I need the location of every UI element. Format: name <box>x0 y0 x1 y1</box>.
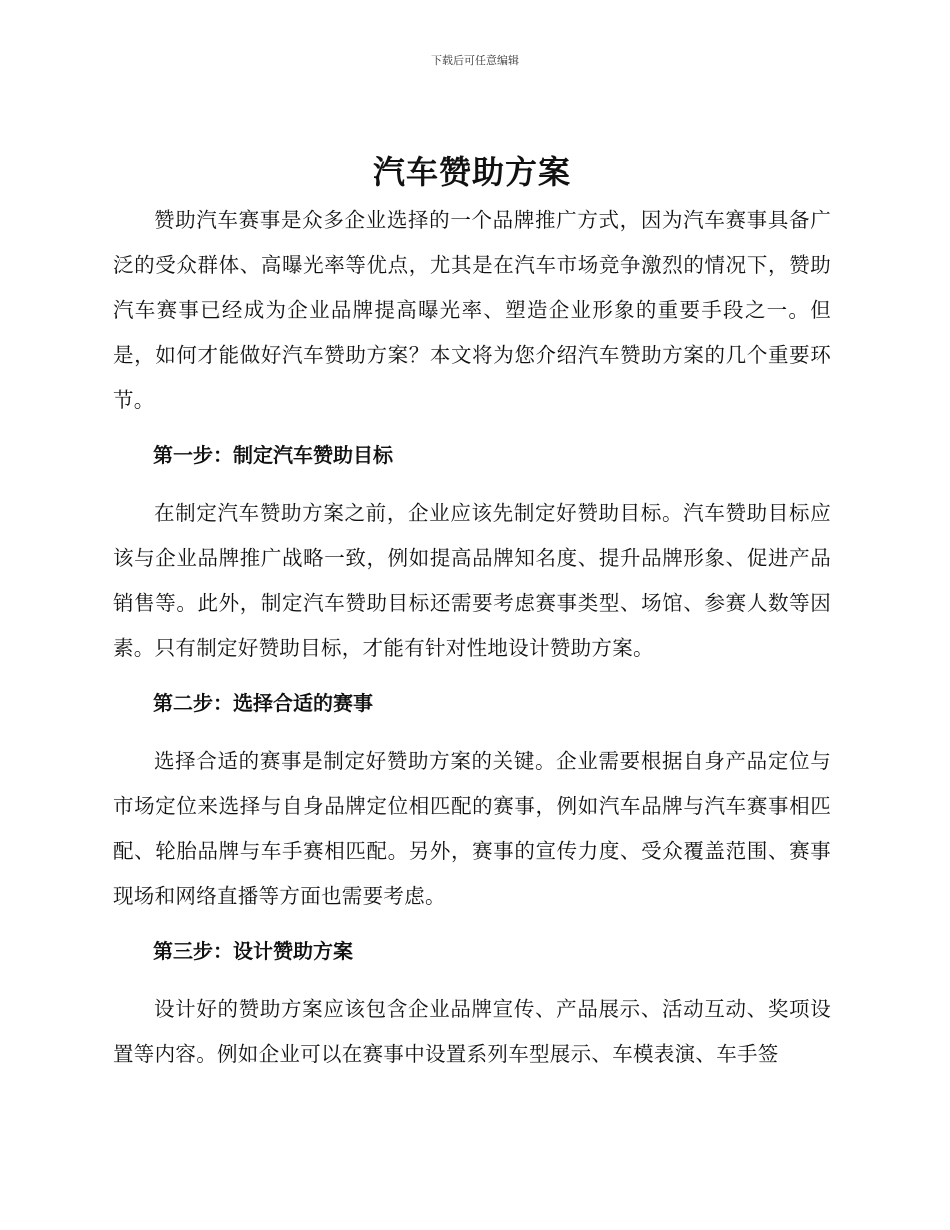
page-header-note: 下载后可任意编辑 <box>431 54 519 67</box>
document-title: 汽车赞助方案 <box>372 153 571 191</box>
section-body-step-1: 在制定汽车赞助方案之前，企业应该先制定好赞助目标。汽车赞助目标应该与企业品牌推广战略一致，例如提高品牌知名度、提升品牌形象、促进产品销售等。此外，制定汽车赞助目标还需要考虑赛事类型、场馆、参赛人数等因素。只有制定好赞助目标，才能有针对性地设计赞助方案。 <box>113 501 831 660</box>
section-body-step-2: 选择合适的赛事是制定好赞助方案的关键。企业需要根据自身产品定位与市场定位来选择与自身品牌定位相匹配的赛事，例如汽车品牌与汽车赛事相匹配、轮胎品牌与车手赛相匹配。另外，赛事的宣传力度、受众覆盖范围、赛事现场和网络直播等方面也需要考虑。 <box>113 749 831 908</box>
section-heading-step-2: 第二步：选择合适的赛事 <box>153 691 373 715</box>
section-body-step-3: 设计好的赞助方案应该包含企业品牌宣传、产品展示、活动互动、奖项设置等内容。例如企业可以在赛事中设置系列车型展示、车模表演、车手签 <box>113 997 831 1066</box>
document-body <box>113 150 831 1077</box>
section-heading-step-1: 第一步：制定汽车赞助目标 <box>153 443 393 467</box>
section-heading-step-3: 第三步：设计赞助方案 <box>153 939 353 963</box>
intro-paragraph: 赞助汽车赛事是众多企业选择的一个品牌推广方式，因为汽车赛事具备广泛的受众群体、高曝光率等优点，尤其是在汽车市场竞争激烈的情况下，赞助汽车赛事已经成为企业品牌提高曝光率、塑造企业形象的重要手段之一。但是，如何才能做好汽车赞助方案？本文将为您介绍汽车赞助方案的几个重要环节。 <box>113 208 831 412</box>
